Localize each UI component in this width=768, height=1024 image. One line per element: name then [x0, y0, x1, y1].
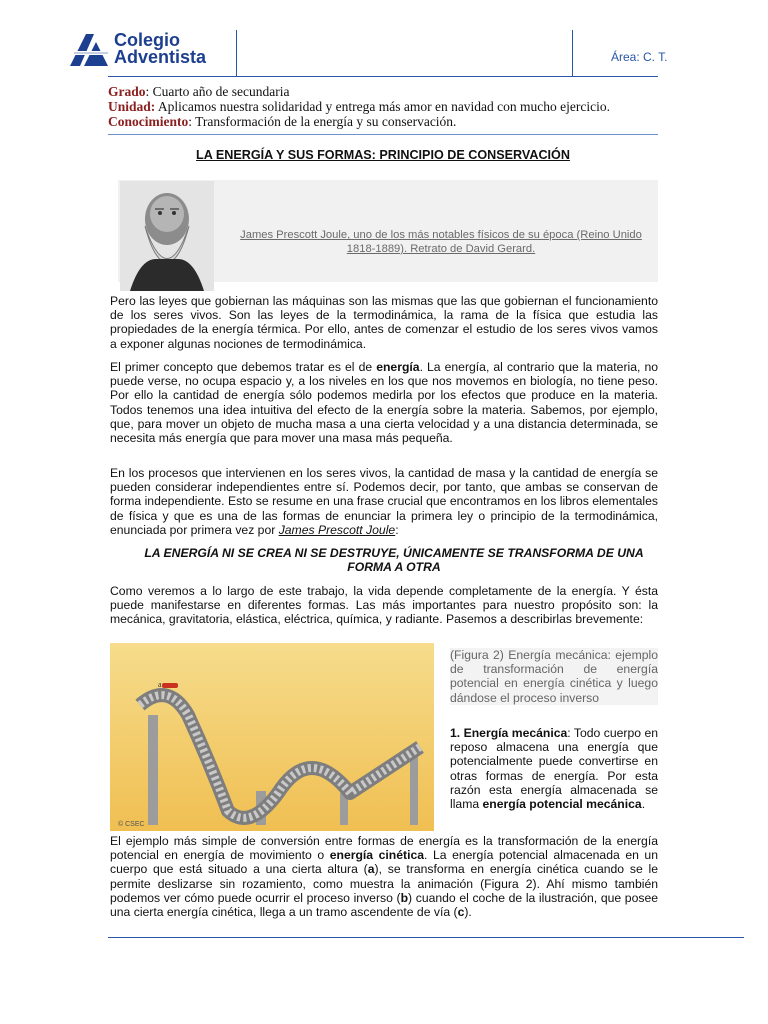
- logo-line2: Adventista: [114, 47, 207, 67]
- school-logo: [68, 28, 238, 74]
- paragraph-5: 1. Energía mecánica: Todo cuerpo en reposo almacena una energía que potencialmente puede convertirse en otras formas de energía. Por esta razón esta energía almacenada se llama energía potencial mecánica.: [450, 726, 658, 812]
- page-title: LA ENERGÍA Y SUS FORMAS: PRINCIPIO DE CONSERVACIÓN: [196, 148, 570, 162]
- meta-grado: Grado: Cuarto año de secundaria: [108, 84, 290, 99]
- paragraph-6: El ejemplo más simple de conversión entre formas de energía es la transformación de la energía potencial en energía de movimiento o energía cinética. La energía potencial almacenada en un cuerpo que está situado a una cierta altura (a), se transforma en energía cinética cuando se le permite deslizarse sin rozamiento, como muestra la animación (Figura 2). Ahí mismo también podemos ver cómo puede ocurrir el proceso inverso (b) cuando el coche de la ilustración, que posee una cierta energía cinética, llega a un tramo ascendente de vía (c).: [110, 834, 658, 920]
- meta-conocimiento: Conocimiento: Transformación de la energía y su conservación.: [108, 114, 457, 129]
- header-rule: [108, 76, 658, 77]
- paragraph-2: El primer concepto que debemos tratar es el de energía. La energía, al contrario que la materia, no puede verse, no ocupa espacio y, a los niveles en los que nos movemos en biología, no tiene peso. Por ello la cantidad de energía sólo podemos medirla por los efectos que produce en la materia. Todos tenemos una idea intuitiva del efecto de la energía sobre la materia. Sabemos, por ejemplo, que, para mover un objeto de mucha masa a una cierta velocidad y a una distancia determinada, se necesita más energía que para mover una masa más pequeña.: [110, 360, 659, 446]
- area-label: Área: C. T.: [611, 50, 668, 64]
- figure-label-a: a: [158, 680, 162, 689]
- footer-rule: [108, 937, 744, 938]
- logo-line1: Colegio: [114, 30, 180, 50]
- course-meta: [108, 84, 668, 129]
- logo-mark-icon: [68, 32, 110, 68]
- roller-coaster-figure: [110, 643, 434, 831]
- paragraph-1: Pero las leyes que gobiernan las máquinas son las mismas que las que gobiernan el funcionamiento de los seres vivos. Son las leyes de la termodinámica, la rama de la física que estudia las propiedades de la energía térmica. Por ello, antes de comenzar el estudio de los seres vivos vamos a exponer algunas nociones de termodinámica.: [110, 294, 658, 351]
- header-divider-right: [572, 30, 573, 76]
- figure-caption: (Figura 2) Energía mecánica: ejemplo de transformación de energía potencial en energía cinética y luego dándose el proceso inverso: [450, 648, 658, 705]
- figure-credit: © CSEC: [118, 821, 145, 828]
- header-divider-left: [236, 30, 237, 76]
- conservation-principle: LA ENERGÍA NI SE CREA NI SE DESTRUYE, ÚNICAMENTE SE TRANSFORMA DE UNA FORMA A OTRA: [144, 546, 644, 574]
- meta-unidad: Unidad: Aplicamos nuestra solidaridad y entrega más amor en navidad con mucho ejercicio.: [108, 99, 611, 114]
- paragraph-3: En los procesos que intervienen en los seres vivos, la cantidad de masa y la cantidad de energía se pueden considerar independientes entre sí. Podemos decir, por tanto, que ambas se conservan de forma independiente. Esto se resume en una frase crucial que encontramos en los libros elementales de física y que es una de las formas de enunciar la primera ley o principio de la termodinámica, enunciada por primera vez por James Prescott Joule:: [110, 466, 658, 537]
- paragraph-4: Como veremos a lo largo de este trabajo, la vida depende completamente de la energía. Y ésta puede manifestarse en diferentes formas. Las más importantes para nuestro propósito son: la mecánica, gravitatoria, elástica, eléctrica, química, y radiante. Pasemos a describirlas brevemente:: [110, 584, 658, 627]
- portrait-caption: James Prescott Joule, uno de los más notables físicos de su época (Reino Unido 1818-1889). Retrato de David Gerard.: [240, 229, 642, 255]
- joule-link[interactable]: James Prescott Joule: [278, 522, 396, 537]
- meta-rule: [108, 134, 658, 135]
- joule-portrait-image: [120, 181, 214, 291]
- page-header: [0, 0, 768, 80]
